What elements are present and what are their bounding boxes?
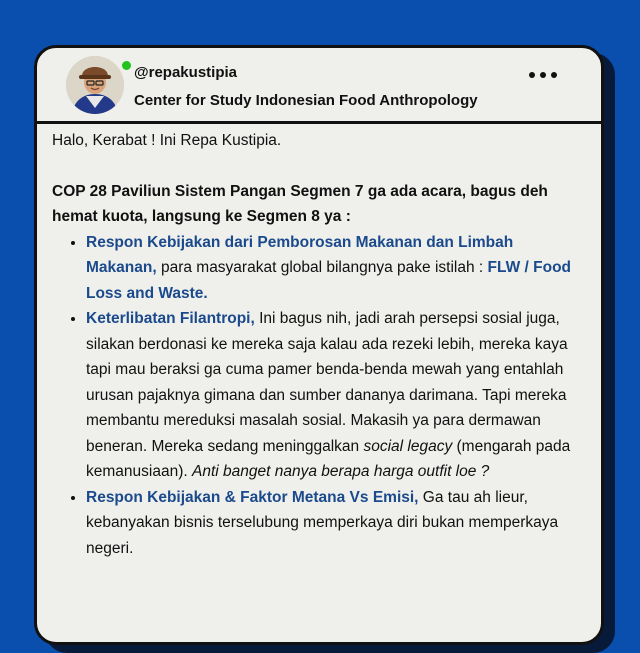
dot [540, 72, 546, 78]
avatar-photo [66, 56, 124, 114]
item-text: Ga tau ah lieur, kebanyakan bisnis terselubung memperkaya diri bukan memperkaya negeri. [86, 488, 559, 557]
item-highlight: Respon Kebijakan & Faktor Metana Vs Emisi, [86, 488, 419, 506]
avatar[interactable] [66, 56, 124, 114]
item-text-2: (mengarah pada kemanusiaan). [86, 437, 571, 480]
post-body [52, 128, 581, 561]
dot [529, 72, 535, 78]
list-item [86, 230, 581, 307]
more-horizontal-icon[interactable] [529, 72, 557, 78]
item-text: Ini bagus nih, jadi arah persepsi sosial juga, silakan berdonasi ke mereka saja kalau ada rezeki lebih, mereka kaya tapi mau beraksi ga cuma pamer benda-benda mewah yang entahlah urusan pajaknya gimana dan sumber dananya darimana. Tapi mereka membantu mereduksi masalah sosial. Makasih ya para dermawan beneran. Mereka sedang meninggalkan [86, 310, 568, 455]
item-highlight: Respon Kebijakan dari Pemborosan Makanan dan Limbah Makanan, [86, 233, 514, 276]
online-status-icon [122, 61, 131, 70]
item-highlight-2: FLW / Food Loss and Waste. [86, 259, 572, 302]
post-organization: Center for Study Indonesian Food Anthropology [134, 92, 478, 109]
dot [551, 72, 557, 78]
post-header [37, 48, 601, 124]
post-handle[interactable]: @repakustipia [134, 64, 237, 81]
item-highlight: Keterlibatan Filantropi, [86, 310, 255, 327]
item-italic: social legacy [363, 437, 453, 455]
intro-text: COP 28 Paviliun Sistem Pangan Segmen 7 ga ada acara, bagus deh hemat kuota, langsung ke Segmen 8 ya : [52, 182, 548, 225]
item-text: para masyarakat global bilangnya pake istilah : [156, 259, 488, 276]
item-italic-2: Anti banget nanya berapa harga outfit loe ? [191, 463, 490, 480]
greeting-text: Halo, Kerabat ! Ini Repa Kustipia. [52, 132, 282, 149]
topic-list [52, 230, 581, 562]
post-card [34, 45, 604, 645]
list-item [86, 485, 581, 562]
list-item [86, 306, 581, 485]
